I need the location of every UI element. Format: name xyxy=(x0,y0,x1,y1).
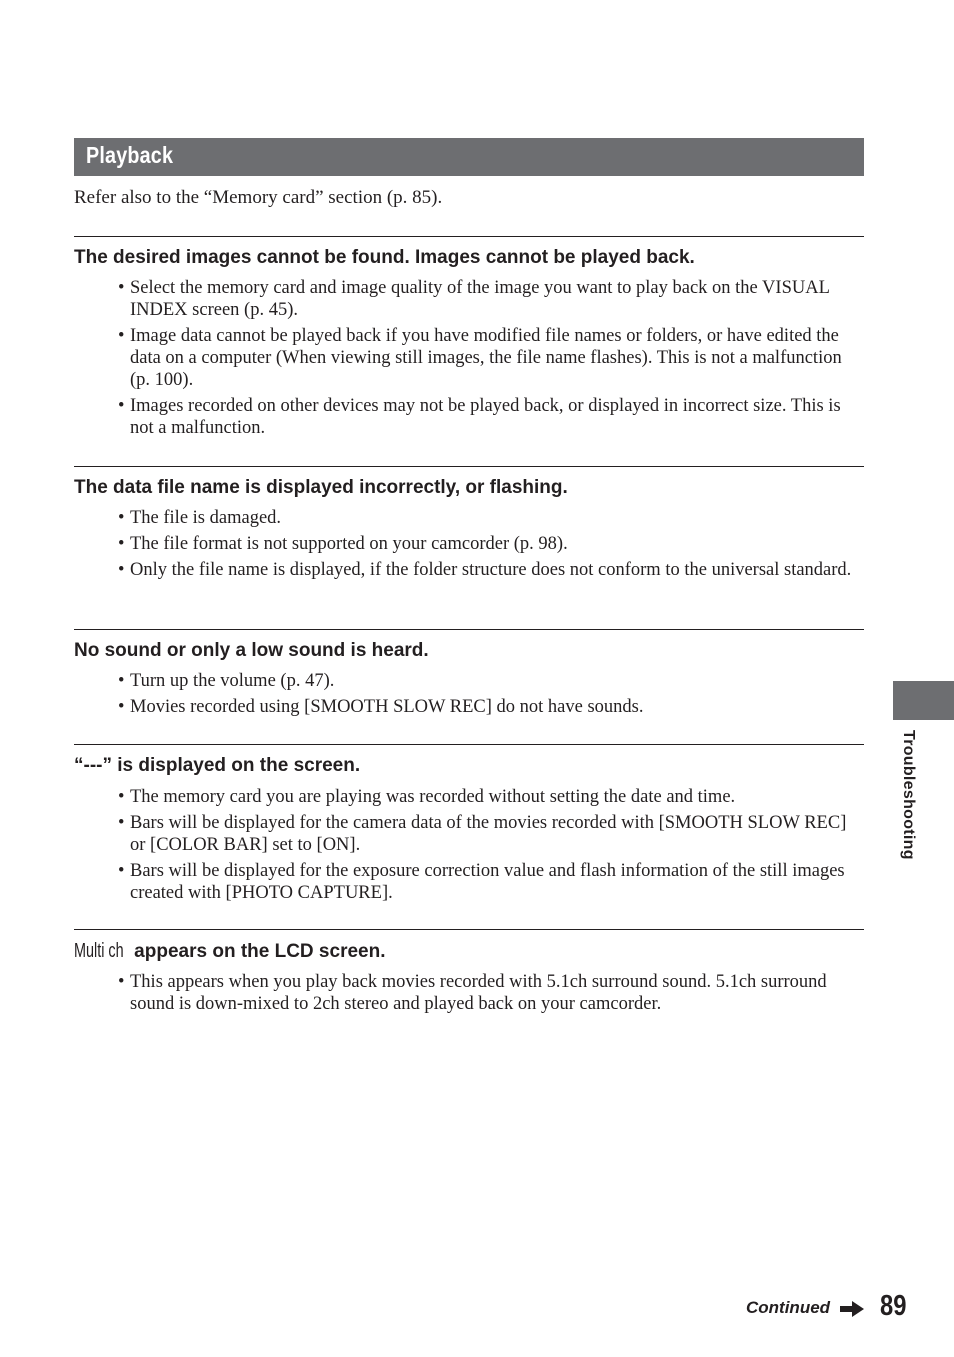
item-list xyxy=(118,507,858,585)
bullet-icon: • xyxy=(118,278,125,298)
troubleshooting-item-file-name-incorrect xyxy=(74,466,864,607)
list-item: • The file is damaged. xyxy=(118,508,282,528)
troubleshooting-item-dashes-displayed xyxy=(74,744,864,910)
intro-text: Refer also to the “Memory card” section (p. 85). xyxy=(74,187,443,208)
bullet-icon: • xyxy=(118,972,125,992)
list-item: • Select the memory card and image quality of the image you want to play back on the VISUAL INDEX screen (p. 45). xyxy=(118,278,830,320)
chapter-tab xyxy=(893,681,954,720)
bullet-icon: • xyxy=(118,787,125,807)
bullet-icon: • xyxy=(118,508,125,528)
item-heading: No sound or only a low sound is heard. xyxy=(74,640,429,661)
bullet-icon: • xyxy=(118,534,125,554)
section-title: Playback xyxy=(86,142,174,168)
item-heading: Multi ch appears on the LCD screen. xyxy=(74,940,386,962)
page-number: 89 xyxy=(880,1290,907,1322)
section-header-bar xyxy=(74,138,864,176)
troubleshooting-item-multi-ch xyxy=(74,929,864,1020)
list-item: • Turn up the volume (p. 47). xyxy=(118,671,335,691)
troubleshooting-item-no-sound xyxy=(74,629,864,725)
bullet-icon: • xyxy=(118,697,125,717)
list-item: • Movies recorded using [SMOOTH SLOW REC] do not have sounds. xyxy=(118,697,644,717)
bullet-icon: • xyxy=(118,560,125,580)
continued-label: Continued xyxy=(746,1298,831,1317)
bullet-icon: • xyxy=(118,326,125,346)
list-item: • This appears when you play back movies recorded with 5.1ch surround sound. 5.1ch surround sound is down-mixed to 2ch stereo and played back on your camcorder. xyxy=(118,972,827,1014)
list-item: • Images recorded on other devices may not be played back, or displayed in incorrect size. This is not a malfunction. xyxy=(118,396,841,438)
item-list xyxy=(118,971,858,1019)
bullet-icon: • xyxy=(118,396,125,416)
multi-ch-indicator-icon: Multi ch xyxy=(74,940,124,962)
list-item: • The memory card you are playing was recorded without setting the date and time. xyxy=(118,787,736,807)
item-list xyxy=(118,277,858,443)
item-heading: The desired images cannot be found. Images cannot be played back. xyxy=(74,247,695,268)
right-arrow-icon xyxy=(840,1301,864,1317)
list-item: • The file format is not supported on your camcorder (p. 98). xyxy=(118,534,568,554)
item-list xyxy=(118,786,858,908)
list-item: • Bars will be displayed for the camera data of the movies recorded with [SMOOTH SLOW REC] or [COLOR BAR] set to [ON]. xyxy=(118,813,847,855)
list-item: • Bars will be displayed for the exposure correction value and flash information of the still images created with [PHOTO CAPTURE]. xyxy=(118,861,845,903)
bullet-icon: • xyxy=(118,813,125,833)
item-list xyxy=(118,670,858,722)
bullet-icon: • xyxy=(118,671,125,691)
troubleshooting-item-images-not-found xyxy=(74,236,864,447)
item-heading: The data file name is displayed incorrectly, or flashing. xyxy=(74,477,568,498)
list-item: • Image data cannot be played back if you have modified file names or folders, or have edited the data on a computer (When viewing still images, the file name flashes). This is not a malfunction (p. 100). xyxy=(118,326,842,390)
bullet-icon: • xyxy=(118,861,125,881)
item-heading: “---” is displayed on the screen. xyxy=(74,755,361,776)
chapter-tab-label: Troubleshooting xyxy=(900,730,917,860)
list-item: • Only the file name is displayed, if the folder structure does not conform to the universal standard. xyxy=(118,560,852,580)
